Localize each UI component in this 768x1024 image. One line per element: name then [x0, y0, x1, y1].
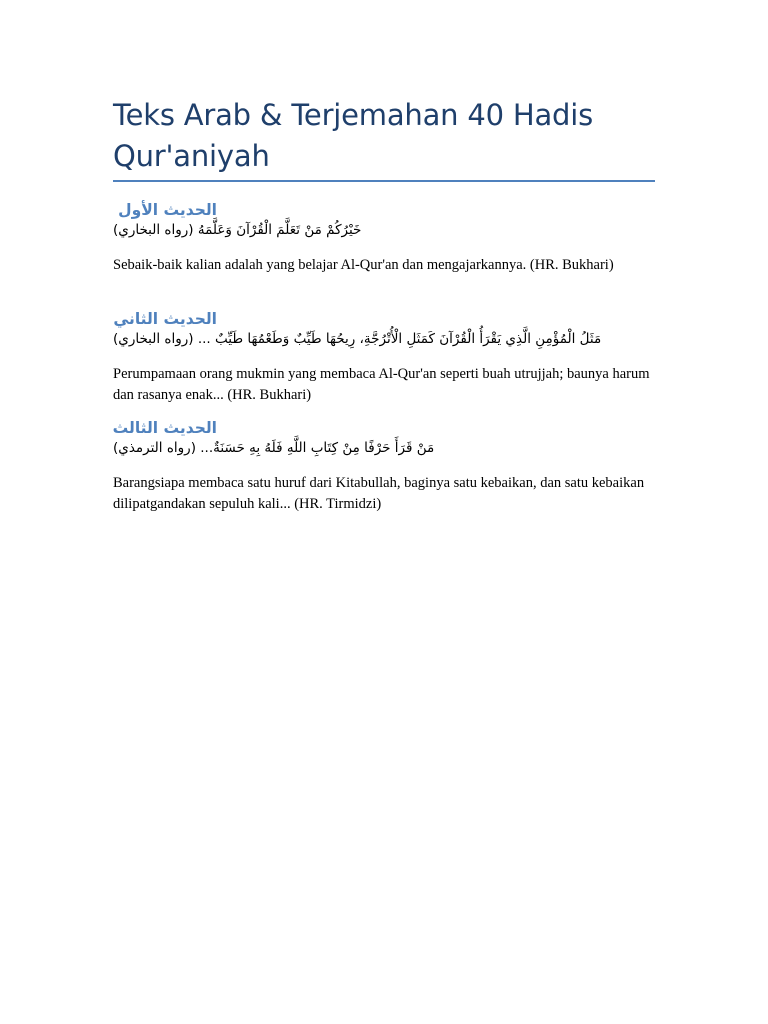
hadith-translation: Perumpamaan orang mukmin yang membaca Al-Qur'an seperti buah utrujjah; baunya harum dan rasanya enak... (HR. Bukhari)	[113, 366, 650, 403]
hadith-translation: Barangsiapa membaca satu huruf dari Kitabullah, baginya satu kebaikan, dan satu kebaikan dilipatgandakan sepuluh kali... (HR. Tirmidzi)	[113, 475, 645, 512]
hadith-translation: Sebaik-baik kalian adalah yang belajar Al-Qur'an dan mengajarkannya. (HR. Bukhari)	[113, 257, 614, 273]
hadith-arabic-text: مَثَلُ الْمُؤْمِنِ الَّذِي يَقْرَأُ الْقُرْآنَ كَمَثَلِ الْأُتْرُجَّةِ، رِيحُهَا طَيِّبٌ وَطَعْمُهَا طَيِّبٌ ... (رواه البخاري)	[113, 331, 602, 347]
hadith-arabic-text: مَنْ قَرَأَ حَرْفًا مِنْ كِتَابِ اللَّهِ فَلَهُ بِهِ حَسَنَةٌ... (رواه الترمذي)	[113, 440, 435, 456]
hadith-section-2	[113, 309, 655, 406]
hadith-heading: الحديث الثاني	[113, 310, 217, 328]
hadith-heading: الحديث الثالث	[112, 419, 217, 437]
hadith-heading: الحديث الأول	[118, 201, 217, 219]
hadith-section-1	[113, 200, 655, 276]
hadith-section-3	[113, 418, 655, 515]
title-underline-rule	[113, 180, 655, 182]
hadith-arabic-text: خَيْرُكُمْ مَنْ تَعَلَّمَ الْقُرْآنَ وَعَلَّمَهُ (رواه البخاري)	[113, 222, 362, 238]
document-title: Teks Arab & Terjemahan 40 Hadis Qur'aniyah	[113, 98, 594, 173]
